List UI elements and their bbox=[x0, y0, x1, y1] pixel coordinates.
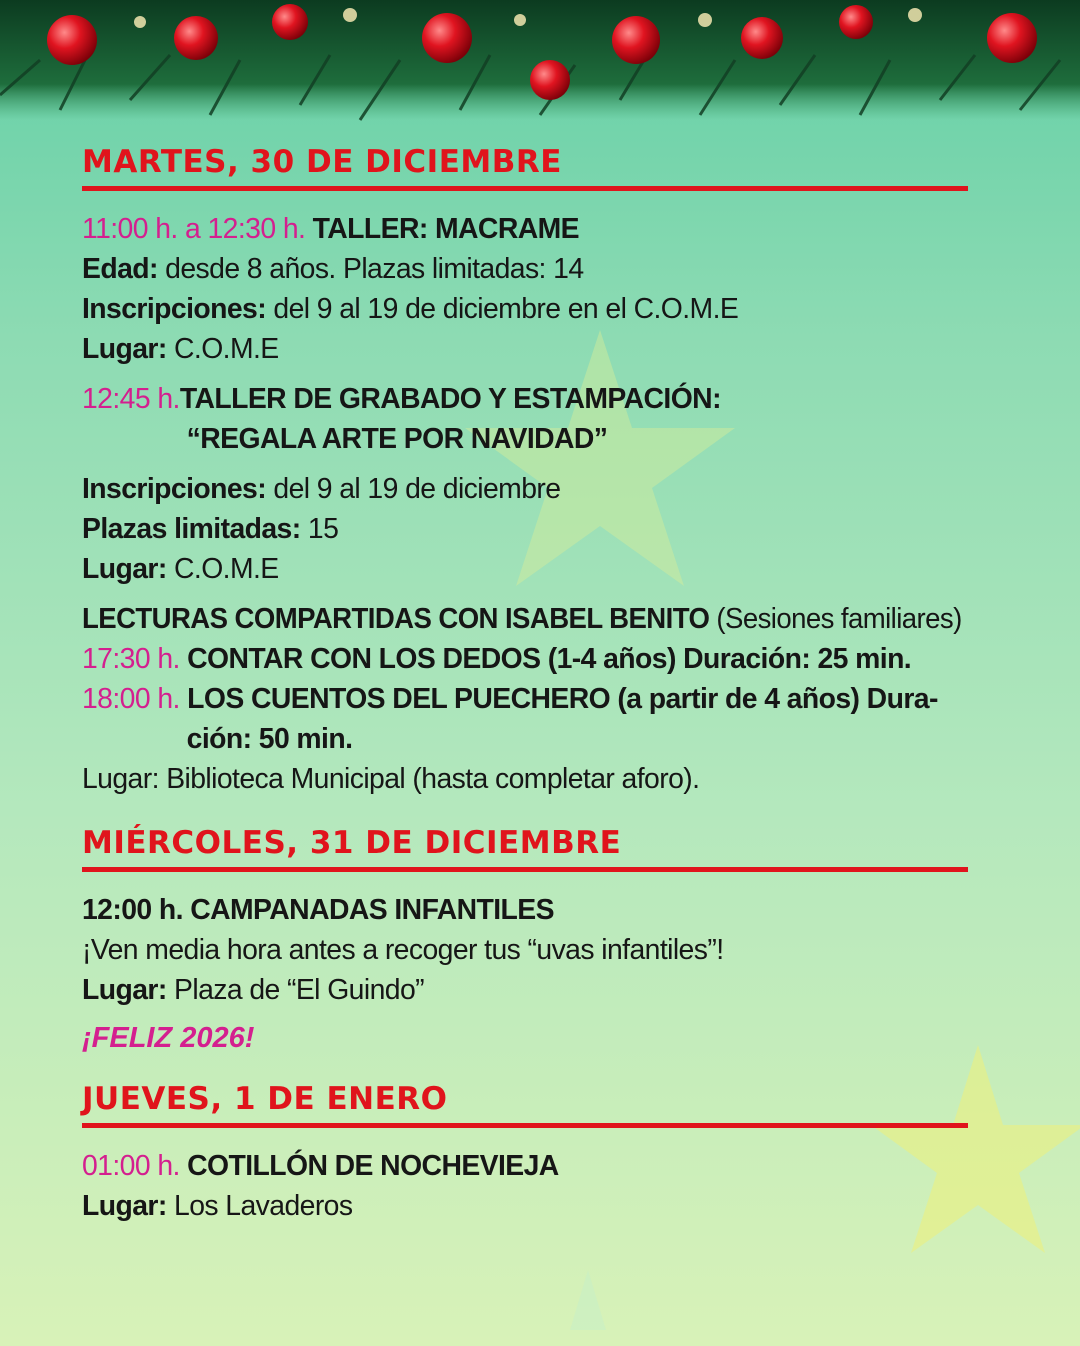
christmas-ball-icon bbox=[174, 16, 218, 60]
christmas-ball-icon bbox=[272, 4, 308, 40]
event-macrame bbox=[82, 209, 982, 369]
event-title: LECTURAS COMPARTIDAS CON ISABEL BENITO bbox=[82, 603, 710, 635]
snowflake-ornament-icon bbox=[908, 8, 922, 22]
event-cotillon bbox=[82, 1146, 982, 1226]
pine-garland bbox=[0, 0, 1080, 135]
christmas-ball-icon bbox=[612, 16, 660, 64]
event-title-line bbox=[82, 209, 962, 249]
field-label: Lugar: bbox=[82, 974, 167, 1006]
day-section-tuesday bbox=[82, 140, 982, 799]
event-place-line bbox=[82, 970, 962, 1010]
field-value: C.O.M.E bbox=[174, 553, 279, 585]
event-slots-line bbox=[82, 509, 962, 549]
field-label: Inscripciones: bbox=[82, 293, 267, 325]
event-note: (Sesiones familiares) bbox=[716, 603, 962, 635]
snowflake-ornament-icon bbox=[343, 8, 357, 22]
snowflake-ornament-icon bbox=[698, 13, 712, 27]
star-icon bbox=[570, 1270, 606, 1330]
field-value: C.O.M.E bbox=[174, 333, 279, 365]
event-title: TALLER: MACRAME bbox=[312, 213, 579, 245]
snowflake-ornament-icon bbox=[134, 16, 146, 28]
new-year-wish: ¡FELIZ 2026! bbox=[82, 1022, 255, 1054]
field-value: Los Lavaderos bbox=[174, 1190, 353, 1222]
day-section-wednesday bbox=[82, 821, 982, 1055]
christmas-ball-icon bbox=[839, 5, 873, 39]
session-line bbox=[82, 639, 962, 679]
field-value: del 9 al 19 de diciembre en el C.O.M.E bbox=[273, 293, 739, 325]
program-content bbox=[82, 140, 982, 1226]
event-title-line bbox=[82, 599, 962, 639]
event-time: 01:00 h. bbox=[82, 1150, 180, 1182]
event-campanadas bbox=[82, 890, 982, 1010]
session-line bbox=[82, 679, 962, 719]
event-grabado bbox=[82, 379, 982, 589]
session-text: LOS CUENTOS DEL PUECHERO (a partir de 4 años) Dura- bbox=[187, 683, 938, 715]
event-lecturas bbox=[82, 599, 982, 799]
field-label: Lugar: bbox=[82, 553, 167, 585]
event-subtitle: “REGALA ARTE POR NAVIDAD” bbox=[186, 423, 608, 455]
field-label: Plazas limitadas: bbox=[82, 513, 301, 545]
christmas-ball-icon bbox=[422, 13, 472, 63]
event-time: 17:30 h. bbox=[82, 643, 180, 675]
event-age-line bbox=[82, 249, 962, 289]
event-title-line bbox=[82, 1146, 962, 1186]
day-section-thursday bbox=[82, 1077, 982, 1226]
event-title: TALLER DE GRABADO Y ESTAMPACIÓN: bbox=[179, 383, 721, 415]
event-registration-line bbox=[82, 289, 962, 329]
event-registration-line bbox=[82, 469, 962, 509]
event-title-line bbox=[82, 379, 962, 419]
event-place-line bbox=[82, 1186, 962, 1226]
field-value: 15 bbox=[307, 513, 339, 545]
christmas-ball-icon bbox=[987, 13, 1037, 63]
snowflake-ornament-icon bbox=[514, 14, 526, 26]
day-header: MARTES, 30 DE DICIEMBRE bbox=[82, 140, 968, 191]
event-place-line: Lugar: Biblioteca Municipal (hasta completar aforo). bbox=[82, 763, 700, 795]
event-title-line: 12:00 h. CAMPANADAS INFANTILES bbox=[82, 894, 554, 926]
field-value: Plaza de “El Guindo” bbox=[174, 974, 424, 1006]
christmas-ball-icon bbox=[47, 15, 97, 65]
field-label: Lugar: bbox=[82, 333, 167, 365]
day-header: JUEVES, 1 DE ENERO bbox=[82, 1077, 968, 1128]
session-text-continued: ción: 50 min. bbox=[186, 723, 353, 755]
session-text: CONTAR CON LOS DEDOS (1-4 años) Duración: 25 min. bbox=[187, 643, 912, 675]
field-label: Lugar: bbox=[82, 1190, 167, 1222]
christmas-ball-icon bbox=[530, 60, 570, 100]
event-time: 18:00 h. bbox=[82, 683, 180, 715]
event-time: 12:45 h. bbox=[82, 383, 180, 415]
event-place-line bbox=[82, 549, 962, 589]
field-label: Edad: bbox=[82, 253, 158, 285]
event-place-line bbox=[82, 329, 962, 369]
event-title: COTILLÓN DE NOCHEVIEJA bbox=[187, 1150, 559, 1182]
day-header: MIÉRCOLES, 31 DE DICIEMBRE bbox=[82, 821, 968, 872]
christmas-ball-icon bbox=[741, 17, 783, 59]
field-value: desde 8 años. Plazas limitadas: 14 bbox=[165, 253, 584, 285]
event-note: ¡Ven media hora antes a recoger tus “uvas infantiles”! bbox=[82, 934, 724, 966]
field-label: Inscripciones: bbox=[82, 473, 267, 505]
field-value: del 9 al 19 de diciembre bbox=[273, 473, 561, 505]
event-time: 11:00 h. a 12:30 h. bbox=[82, 213, 306, 245]
